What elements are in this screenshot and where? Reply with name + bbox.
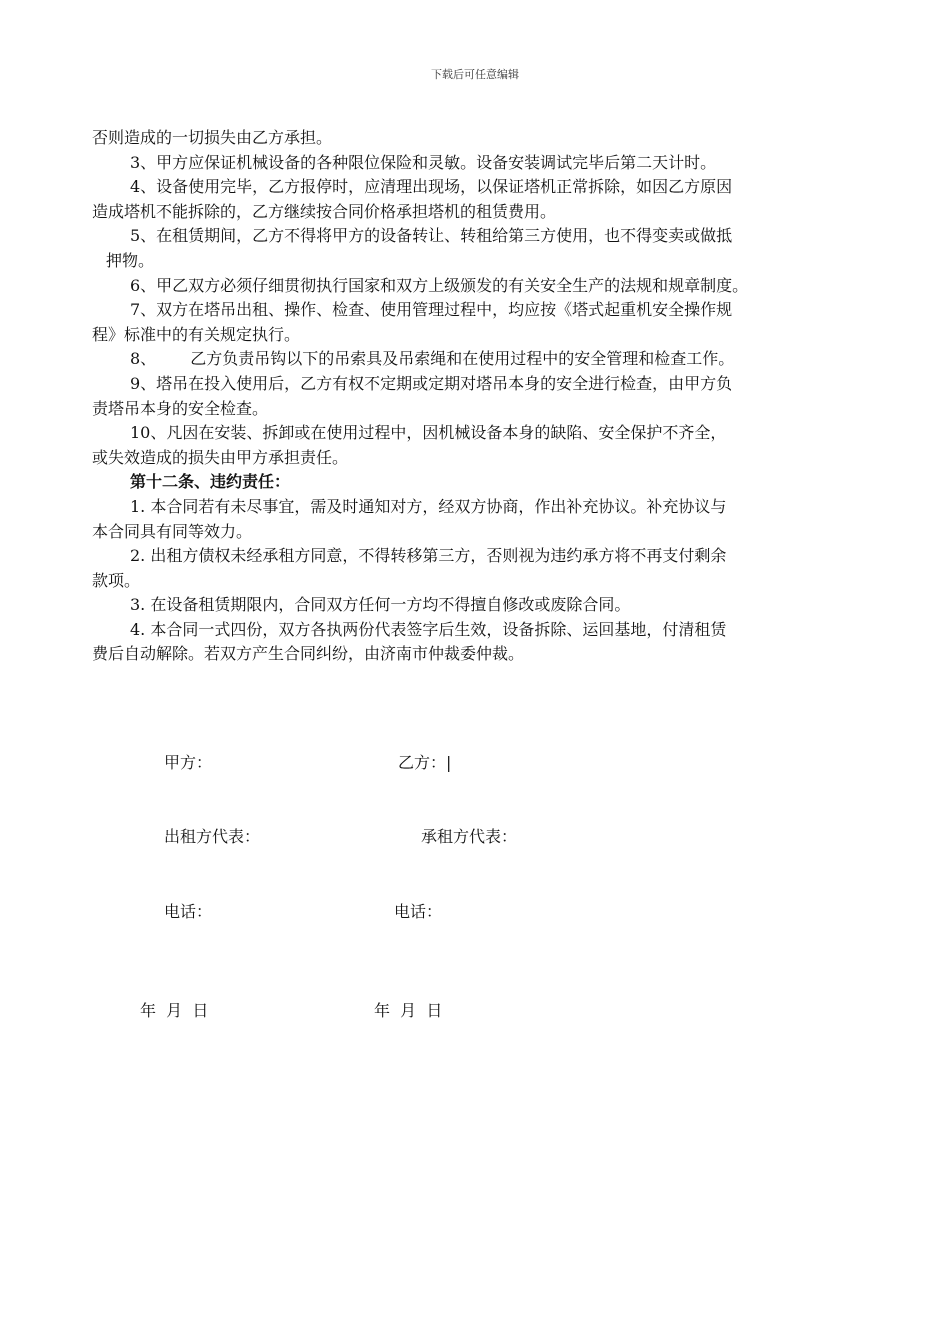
- liability-1: 1. 本合同若有未尽事宜，需及时通知对方，经双方协商，作出补充协议。补充协议与: [130, 496, 727, 516]
- party-a-phone-label: 电话：: [164, 902, 213, 921]
- clause-7: 7、双方在塔吊出租、操作、检查、使用管理过程中，均应按《塔式起重机安全操作规: [130, 300, 733, 320]
- liability-2: 2. 出租方债权未经承租方同意，不得转移第三方，否则视为违约承方将不再支付剩余: [130, 546, 727, 566]
- clause-6: 6、甲乙双方必须仔细贯彻执行国家和双方上级颁发的有关安全生产的法规和规章制度。: [130, 275, 749, 295]
- party-b-phone-label: 电话：: [394, 902, 443, 921]
- party-b-date: 年 月 日: [374, 1001, 443, 1020]
- liability-4: 4. 本合同一式四份，双方各执两份代表签字后生效，设备拆除、运回基地，付清租赁: [130, 619, 727, 639]
- paragraph-line: 或失效造成的损失由甲方承担责任。: [92, 447, 349, 467]
- paragraph-line: 程》标准中的有关规定执行。: [92, 324, 301, 344]
- party-a-label: 甲方：: [164, 753, 213, 772]
- liability-3: 3. 在设备租赁期限内，合同双方任何一方均不得擅自修改或废除合同。: [130, 595, 631, 615]
- article-12-heading: 第十二条、违约责任：: [130, 472, 291, 492]
- paragraph-line: 款项。: [92, 570, 141, 590]
- party-b-label: 乙方：|: [398, 753, 452, 772]
- clause-5: 5、在租赁期间，乙方不得将甲方的设备转让、转租给第三方使用，也不得变卖或做抵: [130, 226, 733, 246]
- paragraph-line: 造成塔机不能拆除的，乙方继续按合同价格承担塔机的租赁费用。: [92, 201, 557, 221]
- lessee-representative-label: 承租方代表：: [421, 827, 518, 846]
- clause-8-number: 8、: [130, 349, 157, 369]
- paragraph-line: 否则造成的一切损失由乙方承担。: [92, 128, 333, 147]
- paragraph-line: 本合同具有同等效力。: [92, 521, 253, 541]
- party-a-date: 年 月 日: [140, 1001, 209, 1020]
- page-header: 下载后可任意编辑: [431, 68, 519, 81]
- clause-8-text: 乙方负责吊钩以下的吊索具及吊索绳和在使用过程中的安全管理和检查工作。: [190, 349, 735, 369]
- clause-8: [92, 347, 872, 372]
- paragraph-line: 费后自动解除。若双方产生合同纠纷，由济南市仲裁委仲裁。: [92, 644, 525, 664]
- paragraph-line: 责塔吊本身的安全检查。: [92, 398, 269, 418]
- lessor-representative-label: 出租方代表：: [164, 827, 261, 846]
- clause-3: 3、甲方应保证机械设备的各种限位保险和灵敏。设备安装调试完毕后第二天计时。: [130, 152, 717, 172]
- clause-9: 9、塔吊在投入使用后，乙方有权不定期或定期对塔吊本身的安全进行检查，由甲方负: [130, 373, 733, 393]
- contract-body: [92, 126, 872, 667]
- clause-4: 4、设备使用完毕，乙方报停时，应清理出现场，以保证塔机正常拆除，如因乙方原因: [130, 177, 733, 197]
- paragraph-line: 押物。: [106, 250, 155, 270]
- clause-10: 10、凡因在安装、拆卸或在使用过程中，因机械设备本身的缺陷、安全保护不齐全，: [130, 423, 727, 443]
